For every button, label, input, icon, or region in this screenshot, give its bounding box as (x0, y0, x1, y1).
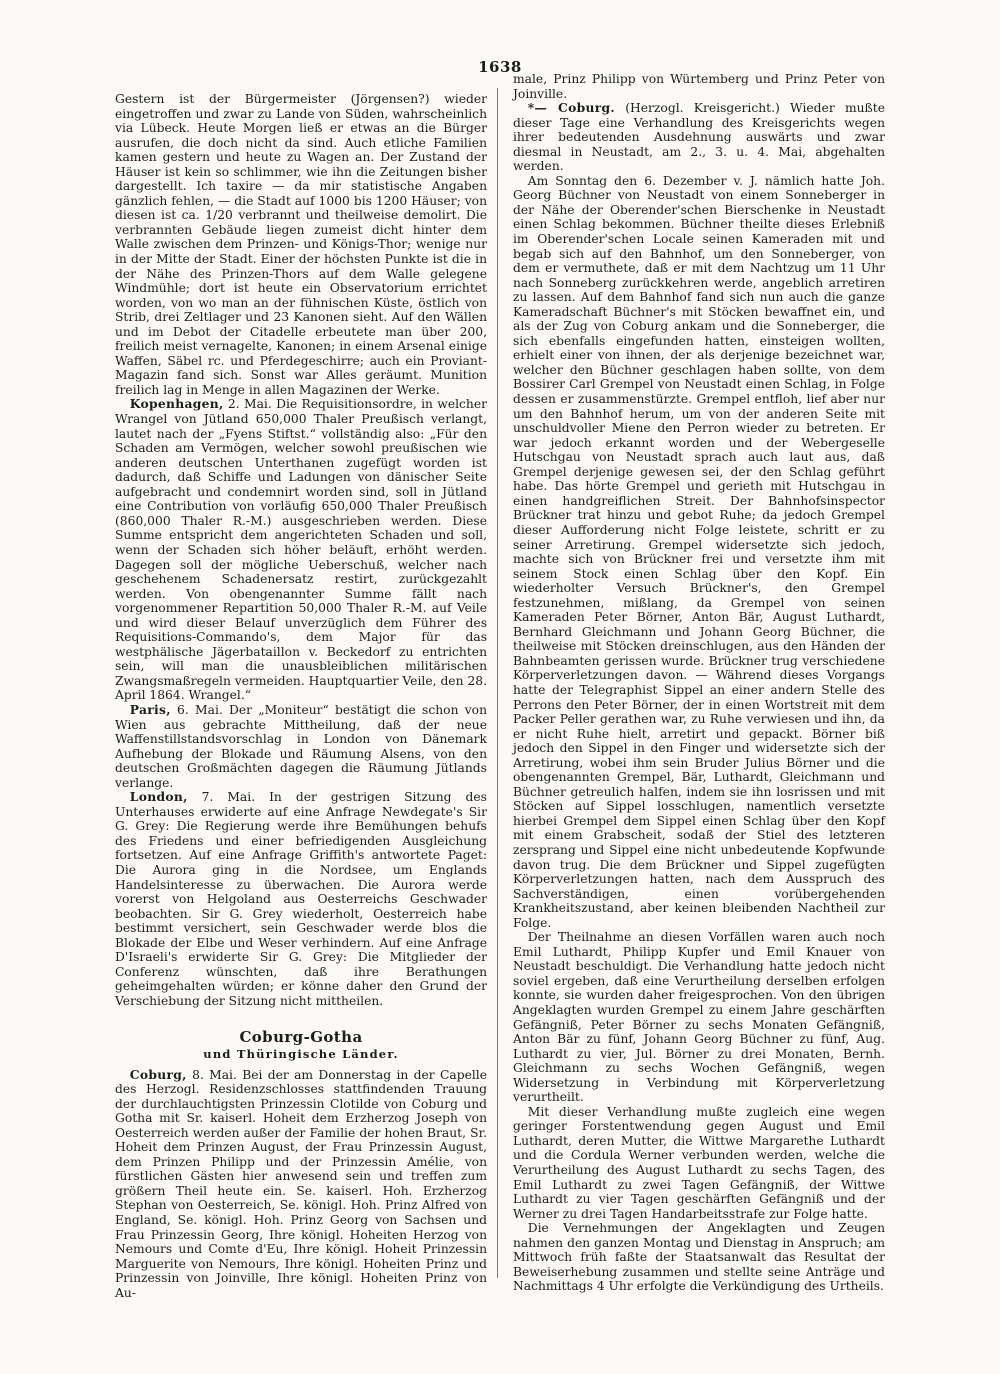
paragraph-paris (115, 703, 487, 790)
dateline-kopenhagen: Kopenhagen, (129, 396, 224, 412)
dateline-london: London, (129, 789, 188, 805)
right-column (513, 72, 885, 1294)
left-column (115, 92, 487, 1300)
paragraph-incident: Am Sonntag den 6. Dezember v. J. nämlich hatte Joh. Georg Büchner von Neustadt von einem Sonneberger in der Nähe der Oberender'schen Bierschenke in Neustadt einen Schlag bekommen. Büchner theilte dieses Erlebniß im Oberender'schen Locale seinen Kameraden mit und begab sich auf den Bahnhof, um den Sonneberger, von dem er vermuthete, daß er mit dem Nachtzug um 11 Uhr nach Sonneberg zurückkehren werde, angeblich arretiren zu lassen. Auf dem Bahnhof fand sich nun auch die ganze Kameradschaft Büchner's mit Stöcken bewaffnet ein, und als der Zug von Coburg ankam und die Sonneberger, die sich ebenfalls eingefunden hatten, einsteigen wollten, erhielt einer von ihnen, der als derjenige bezeichnet war, welcher den Büchner geschlagen haben sollte, von dem Bossirer Carl Grempel von Neustadt einen Schlag, in Folge dessen er zusammenstürzte. Grempel entfloh, lief aber nur um den Bahnhof herum, um von der anderen Seite mit unschuldvoller Miene den Perron wieder zu betreten. Er war jedoch erkannt worden und der Webergeselle Hutschgau von Neustadt sprach auch laut aus, daß Grempel derjenige gewesen sei, der den Schlag geführt habe. Das hörte Grempel und gerieth mit Hutschgau in einen handgreiflichen Streit. Der Bahnhofsinspector Brückner trat hinzu und gebot Ruhe; da jedoch Grempel dieser Aufforderung nicht Folge leistete, schritt er zu seiner Arretirung. Grempel widersetzte sich jedoch, machte sich von Brückner frei und versetzte ihm mit seinem Stock einen Schlag über den Kopf. Ein wiederholter Versuch Brückner's, den Grempel festzunehmen, mißlang, da Grempel von seinen Kameraden Peter Börner, Anton Bär, August Luthardt, Bernhard Gleichmann und Johann Georg Büchner, die theilweise mit Stöcken dreinschlugen, aus den Händen der Bahnbeamten gerissen wurde. Brückner trug verschiedene Körperverletzungen davon. — Während dieses Vorgangs hatte der Telegraphist Sippel an einer andern Stelle des Perrons den Peter Börner, der in einen Wortstreit mit dem Packer Peller gerathen war, zu Ruhe verwiesen und ihn, da er nicht Ruhe hielt, arretirt und gepackt. Börner biß jedoch den Sippel in den Finger und widersetzte sich der Arretirung, wobei ihm sein Bruder Julius Börner und die obengenannten Grempel, Bär, Luthardt, Gleichmann und Büchner getreulich halfen, indem sie ihn losrissen und mit Stöcken auf Sippel losschlugen, namentlich versetzte hierbei Grempel dem Sippel einen Schlag über den Kopf mit einem Grabscheit, sodaß der Stiel des letzteren zersprang und Sippel eine nicht unbedeutende Kopfwunde davon trug. Die dem Brückner und Sippel zugefügten Körperverletzungen hatten, nach dem Ausspruch des Sachverständigen, einen vorübergehenden Krankheitszustand, aber keinen bleibenden Nachtheil zur Folge. (513, 173, 885, 930)
paragraph-london (115, 790, 487, 1008)
dateline-coburg: Coburg, (129, 1066, 187, 1082)
text-paris: 6. Mai. Der „Moniteur“ bestätigt die schon von Wien aus gebrachte Mittheilung, daß der neue Waffenstillstandsvorschlag in London von Dänemark Aufhebung der Blokade und Räumung Alsens, von den deutschen Großmächten dagegen die Räumung Jütlands verlange. (115, 702, 487, 790)
paragraph-conclusion: Die Vernehmungen der Angeklagten und Zeugen nahmen den ganzen Montag und Dienstag in Anspruch; am Mittwoch früh faßte der Staatsanwalt das Resultat der Beweiserhebung zusammen und stellte seine Anträge und Nachmittags 4 Uhr erfolgte die Verkündigung des Urtheils. (513, 1221, 885, 1294)
dateline-coburg-court: *— Coburg. (527, 100, 615, 116)
page-number: 1638 (478, 58, 522, 76)
dateline-paris: Paris, (129, 701, 171, 717)
paragraph-kreisgericht (513, 101, 885, 174)
paragraph-coburg-wedding (115, 1068, 487, 1301)
paragraph-fredericia-report: Gestern ist der Bürgermeister (Jörgensen?) wieder eingetroffen und zwar zu Lande von Süden, wahrscheinlich via Lübeck. Heute Morgen ließ er etwas an die Bürger ausrufen, die doch nicht da sind. Auch etliche Familien kamen gestern und heute zu Wagen an. Der Zustand der Häuser ist kein so schlimmer, wie ihn die Zeitungen bisher dargestellt. Ich taxire — da mir statistische Angaben gänzlich fehlen, — die Stadt auf 1000 bis 1200 Häuser; von diesen ist ca. 1/20 verbrannt und theilweise demolirt. Die verbrannten Gebäude liegen zumeist dicht hinter dem Walle zwischen dem Prinzen- und Königs-Thor; wenige nur in der Mitte der Stadt. Einer der höchsten Punkte ist die in der Nähe des Prinzen-Thors auf dem Walle gelegene Windmühle; dort ist heute ein Observatorium errichtet worden, von wo man an der fühnischen Küste, östlich von Strib, drei Zeltlager und 23 Kanonen sieht. Auf den Wällen und im Debot der Citadelle erbeutete man über 200, freilich meist vernagelte, Kanonen; in einem Arsenal einige Waffen, Säbel rc. und Pferdegeschirre; auch ein Proviant-Magazin fand sich. Sonst war Alles geräumt. Munition freilich lag in Menge in allen Magazinen der Werke. (115, 92, 487, 397)
text-coburg-wedding: 8. Mai. Bei der am Donnerstag in der Capelle des Herzogl. Residenzschlosses stattfindenden Trauung der durchlauchtigsten Prinzessin Clotilde von Coburg und Gotha mit Sr. kaiserl. Hoheit dem Erzherzog Joseph von Oesterreich werden außer der Familie der hohen Braut, Sr. Hoheit dem Prinzen August, der Frau Prinzessin August, dem Prinzen Philipp und der Prinzessin Amélie, von fürstlichen Gästen hier anwesend sein und treffen zum größern Theil heute ein. Se. kaiserl. Hoh. Erzherzog Stephan von Oesterreich, Se. königl. Hoh. Prinz Alfred von England, Se. königl. Hoh. Prinz Georg von Sachsen und Frau Prinzessin Georg, Ihre königl. Hoheiten Herzog von Nemours und Comte d'Eu, Ihre königl. Hoheit Prinzessin Marguerite von Nemours, Ihre königl. Hoheiten Prinz und Prinzessin von Joinville, Ihre königl. Hoheiten Prinz von Au- (115, 1067, 487, 1300)
text-kopenhagen: 2. Mai. Die Requisitionsordre, in welcher Wrangel von Jütland 650,000 Thaler Preußisch verlangt, lautet nach der „Fyens Stiftst.“ vollständig also: „Für den Schaden am Vermögen, welcher sowohl preußischen wie anderen deutschen Unterthanen zugefügt worden ist dadurch, daß Schiffe und Ladungen von dänischer Seite aufgebracht und condemnirt worden sind, soll in Jütland eine Contribution von vorläufig 650,000 Thaler Preußisch (860,000 Thaler R.-M.) ausgeschrieben werden. Diese Summe entspricht dem angerichteten Schaden und soll, wenn der Schaden sich höher beläuft, erhöht werden. Dagegen soll der mögliche Ueberschuß, welcher nach geschehenem Schadenersatz restirt, zurückgezahlt werden. Von obengenannter Summe fällt nach vorgenommener Repartition 50,000 Thaler R.-M. auf Veile und wird dieser Belauf unverzüglich dem Führer des Requisitions-Commando's, dem Major für das westphälische Jägerbataillon v. Beckedorf zu entrichten sein, will man die unausbleiblichen militärischen Zwangsmaßregeln vermeiden. Hauptquartier Veile, den 28. April 1864. Wrangel.“ (115, 397, 487, 703)
paragraph-verdicts: Der Theilnahme an diesen Vorfällen waren auch noch Emil Luthardt, Philipp Kupfer und Emil Knauer von Neustadt beschuldigt. Die Verhandlung hatte jedoch nicht soviel ergeben, daß eine Verurtheilung derselben erfolgen konnte, sie wurden daher freigesprochen. Von den übrigen Angeklagten wurden Grempel zu einem Jahre geschärften Gefängniß, Peter Börner zu sechs Monaten Gefängniß, Anton Bär zu fünf, Johann Georg Büchner zu fünf, Aug. Luthardt zu vier, Jul. Börner zu drei Monaten, Bernh. Gleichmann zu sechs Wochen Gefängniß, wegen Widersetzung in Verbindung mit Körperverletzung verurtheilt. (513, 930, 885, 1105)
text-kreisgericht: (Herzogl. Kreisgericht.) Wieder mußte dieser Tage eine Verhandlung des Kreisgerichts wegen ihrer bedeutenden Ausdehnung auswärts und zwar diesmal in Neustadt, am 2., 3. u. 4. Mai, abgehalten werden. (513, 101, 885, 174)
section-subtitle: und Thüringische Länder. (203, 1047, 399, 1061)
paragraph-forestry: Mit dieser Verhandlung mußte zugleich eine wegen geringer Forstentwendung gegen August und Emil Luthardt, deren Mutter, die Wittwe Margarethe Luthardt und die Cordula Werner verbunden werden, welche die Verurtheilung des August Luthardt zu sechs Tagen, des Emil Luthardt zu zwei Tagen Gefängniß, der Wittwe Luthardt zu vier Tagen geschärften Gefängniß und der Werner zu drei Tagen Handarbeitsstrafe zur Folge hatte. (513, 1104, 885, 1221)
text-london: 7. Mai. In der gestrigen Sitzung des Unterhauses erwiderte auf eine Anfrage Newdegate's Sir G. Grey: Die Regierung werde ihre Bemühungen behufs des Friedens und einer befriedigenden Ausgleichung fortsetzen. Auf eine Anfrage Griffith's antwortete Paget: Die Aurora ging in die Nordsee, um Englands Handelsinteresse zu überwachen. Die Aurora werde vorerst von Helgoland aus Oesterreichs Geschwader beobachten. Sir G. Grey wiederholt, Oesterreich habe bestimmt versichert, sein Geschwader werde blos die Blokade der Elbe und Weser verhindern. Auf eine Anfrage D'Israeli's erwiderte Sir G. Grey: Die Mitglieder der Conferenz wünschten, daß ihre Berathungen geheimgehalten würden; er könne daher den Grund der Verschiebung der Sitzung nicht mittheilen. (115, 790, 487, 1008)
section-title: Coburg-Gotha (239, 1028, 363, 1047)
paragraph-continuation: male, Prinz Philipp von Würtemberg und Prinz Peter von Joinville. (513, 72, 885, 101)
column-divider (497, 88, 498, 1278)
paragraph-kopenhagen (115, 397, 487, 702)
